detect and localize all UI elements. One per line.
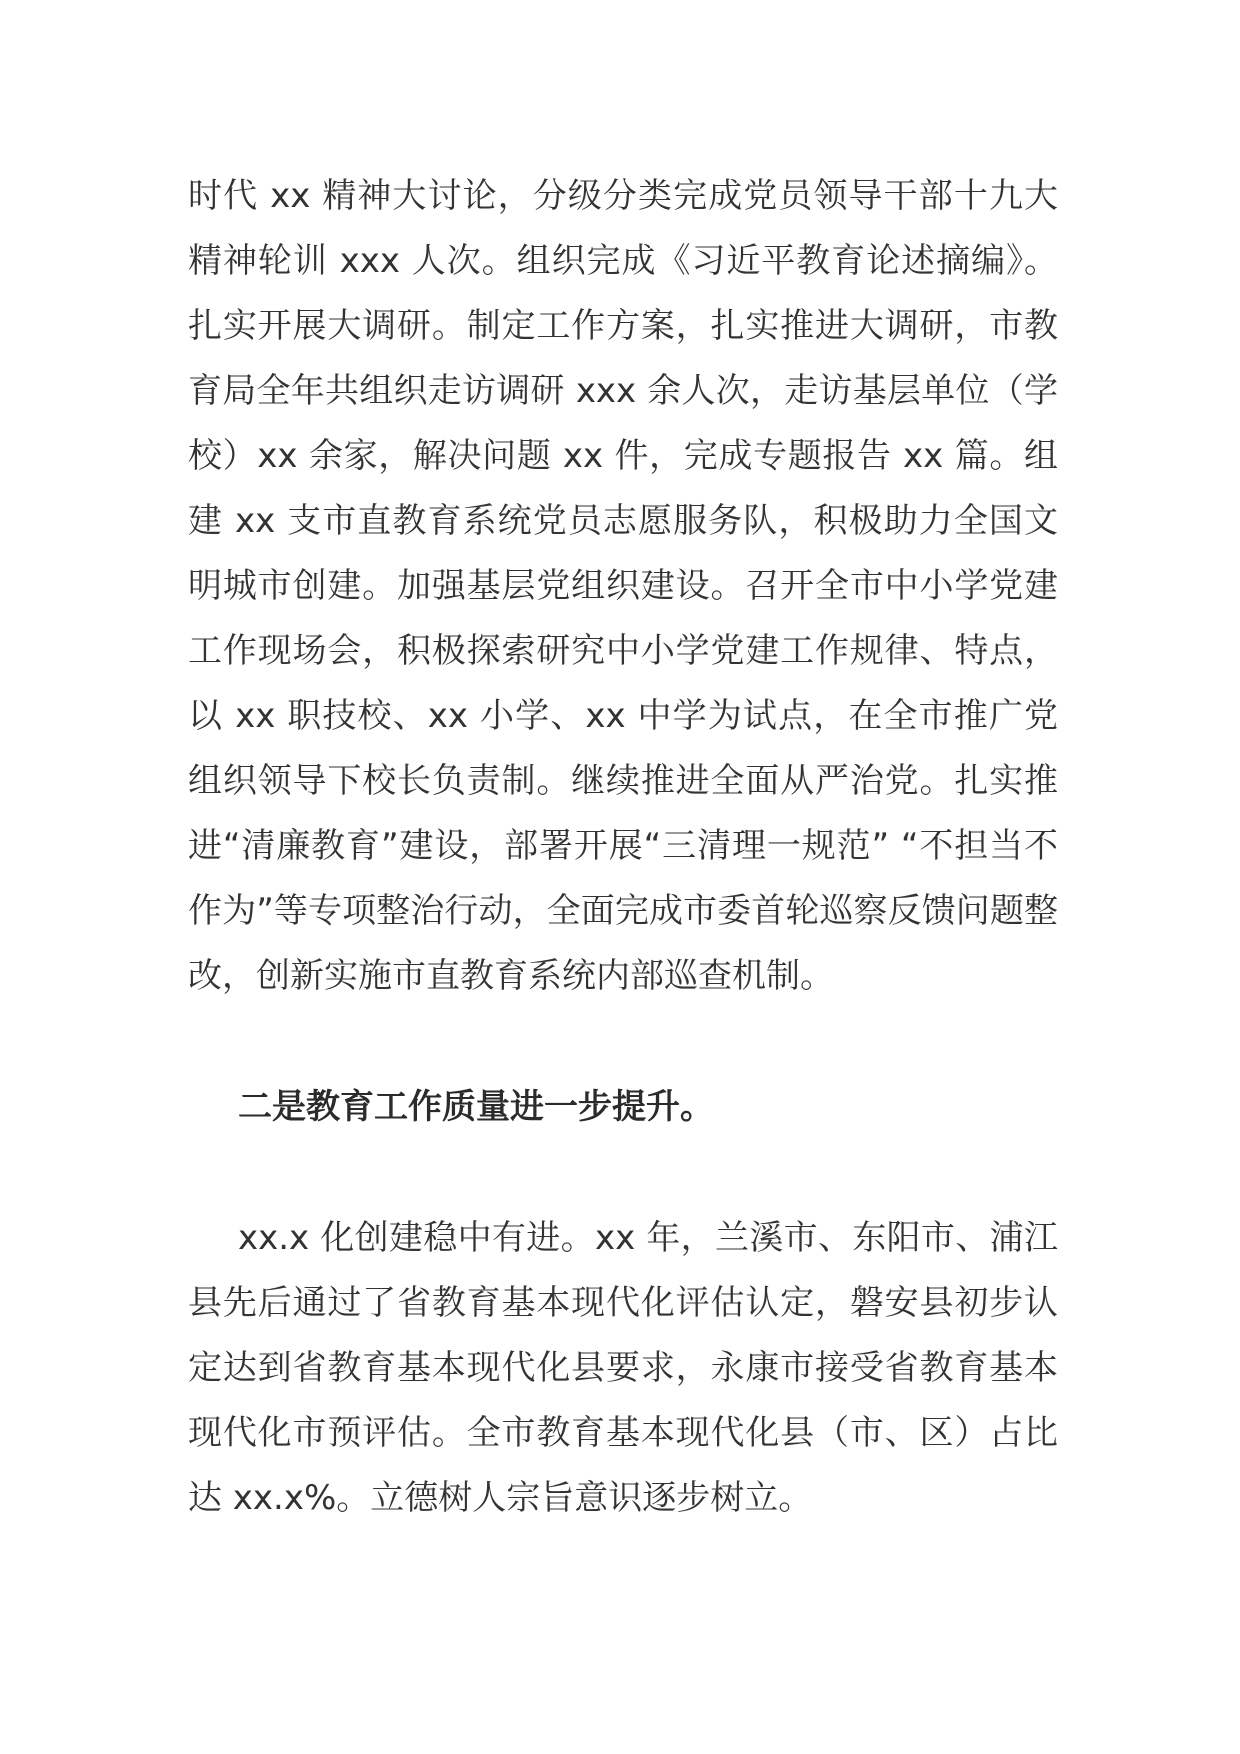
section-heading: 二是教育工作质量进一步提升。 [238, 1087, 714, 1127]
paragraph-spacer [188, 1140, 1058, 1206]
body-paragraph-continued: 时代 xx 精神大讨论，分级分类完成党员领导干部十九大精神轮训 xxx 人次。组织完成《习近平教育论述摘编》。扎实开展大调研。制定工作方案，扎实推进大调研，市教育局全年共组织走访调研 xxx 余人次，走访基层单位（学校）xx 余家，解决问题 xx 件，完成专题报告 xx 篇。组建 xx 支市直教育系统党员志愿服务队，积极助力全国文明城市创建。加强基层党组织建设。召开全市中小学党建工作现场会，积极探索研究中小学党建工作规律、特点，以 xx 职技校、xx 小学、xx 中学为试点，在全市推广党组织领导下校长负责制。继续推进全面从严治党。扎实推进“清廉教育”建设，部署开展“三清理一规范” “不担当不作为”等专项整治行动，全面完成市委首轮巡察反馈问题整改，创新实施市直教育系统内部巡查机制。 [188, 176, 1058, 996]
document-page [188, 164, 1058, 1531]
paragraph-spacer [188, 1009, 1058, 1075]
body-paragraph: xx.x 化创建稳中有进。xx 年，兰溪市、东阳市、浦江县先后通过了省教育基本现代化评估认定，磐安县初步认定达到省教育基本现代化县要求，永康市接受省教育基本现代化市预评估。全市教育基本现代化县（市、区）占比达 xx.x%。立德树人宗旨意识逐步树立。 [188, 1218, 1058, 1518]
